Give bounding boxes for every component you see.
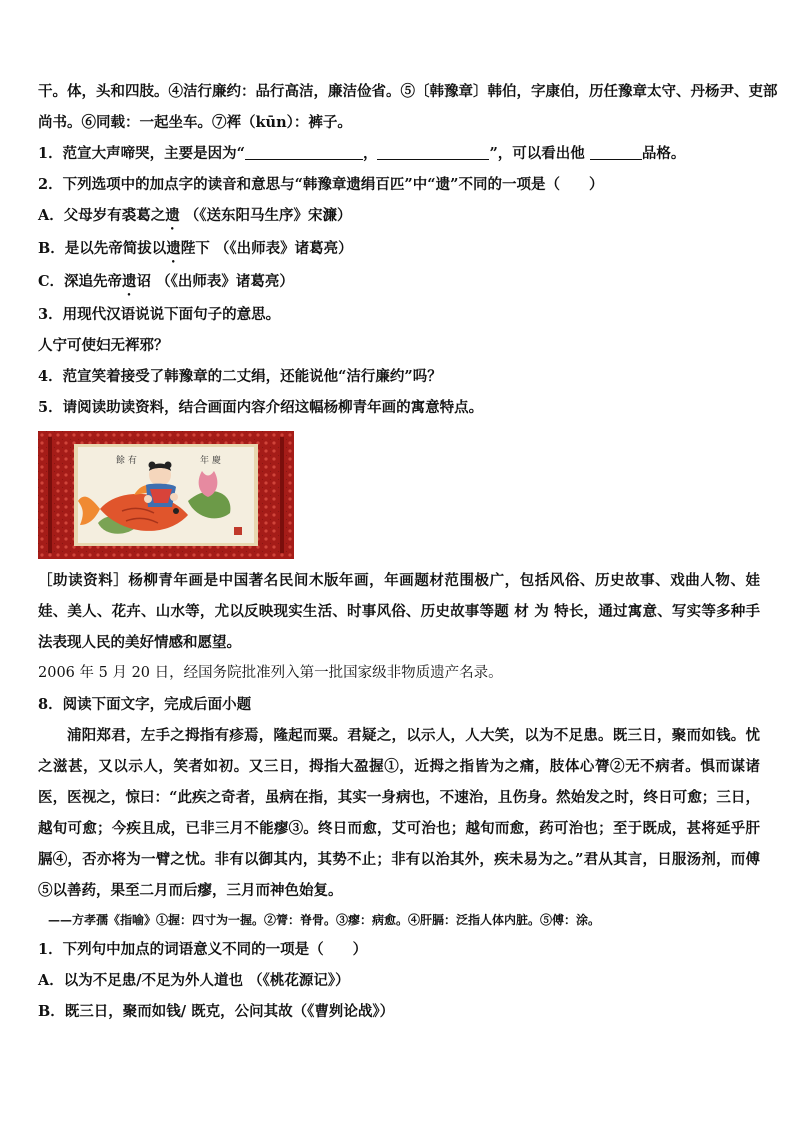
question-4: 4．范宣笑着接受了韩豫章的二丈绢，还能说他“洁行廉约”吗？: [38, 368, 442, 385]
q1-part-a: 1．范宣大声啼哭，主要是因为“: [38, 145, 245, 162]
dotted-char: 遗: [122, 273, 137, 290]
option-a[interactable]: [38, 200, 760, 233]
option-source: 诏 （《出师表》诸葛亮）: [136, 273, 294, 290]
question-8-1-stem: 1．下列句中加点的词语意义不同的一项是（ ）: [38, 941, 368, 958]
classical-passage: 浦阳郑君，左手之拇指有疹焉，隆起而粟。君疑之，以示人，人大笑，以为不足患。既三日，聚而如钱。忧之滋甚，又以示人，笑者如初。又三日，拇指大盈握①，近拇之指皆为之痛，肢体心膂②无不病者。惧而谋诸医，医视之，惊曰：“此疾之奇者，虽病在指，其实一身病也，不速治，且伤身。然始发之时，终日可愈；三日，越旬可愈；今疾且成，已非三月不能瘳③。终日而愈，艾可治也；越旬而愈，药可治也；至于既成，甚将延乎肝膈④，否亦将为一臂之忧。非有以御其内，其势不止；非有以治其外，疾未易为之。”君从其言，日服汤剂，而傅⑤以善药，果至二月而后瘳，三月而神色始复。: [38, 727, 760, 899]
option-a[interactable]: A．以为不足患/不足为外人道也 （《桃花源记》）: [38, 972, 350, 989]
carp-eye: [173, 508, 179, 514]
question-2-stem: 2．下列选项中的加点字的读音和意思与“韩豫章遗绢百匹”中“遗”不同的一项是（ ）: [38, 176, 604, 193]
seal-stamp: [234, 527, 242, 535]
option-text: A．父母岁有裘葛之: [38, 207, 166, 224]
option-text: C．深追先帝: [38, 273, 123, 290]
reading-aid: ［助读资料］杨柳青年画是中国著名民间木版年画，年画题材范围极广，包括风俗、历史故事、戏曲人物、娃娃、美人、花卉、山水等，尤以反映现实生活、时事风俗、历史故事等题 材 为 特长，通过寓意、写实等多种手法表现人民的美好情感和愿望。: [38, 572, 760, 651]
option-b[interactable]: [38, 233, 760, 266]
q1-part-c: ”，可以看出他: [489, 145, 585, 162]
answer-blank[interactable]: [590, 144, 642, 160]
answer-blank[interactable]: [245, 144, 363, 160]
answer-blank[interactable]: [377, 144, 489, 160]
annotation-line: 干。体，头和四肢。④洁行廉约：品行高洁，廉洁俭省。⑤〔韩豫章〕韩伯，字康伯，历任豫章太守、丹杨尹、吏部: [38, 83, 778, 100]
painting-svg: [38, 431, 294, 559]
question-1: [38, 138, 760, 169]
option-b[interactable]: B．既三日，聚而如钱/ 既克，公问其故（《曹刿论战》）: [38, 1003, 395, 1020]
option-text: B．是以先帝简拔以: [38, 240, 167, 257]
inscription-left: 餘 有: [116, 456, 137, 466]
option-source: （《送东阳马生序》宋濂）: [179, 207, 352, 224]
dotted-char: 遗: [165, 207, 180, 224]
inscription-right: 年 慶: [200, 456, 221, 466]
question-8-stem: 8．阅读下面文字，完成后面小题: [38, 696, 252, 713]
q1-part-d: 品格。: [641, 145, 686, 162]
question-3-sentence: 人宁可使妇无裈邪？: [38, 337, 169, 354]
new-year-painting-image: [38, 431, 294, 559]
question-3-stem: 3．用现代汉语说说下面句子的意思。: [38, 306, 281, 323]
question-5: 5．请阅读助读资料，结合画面内容介绍这幅杨柳青年画的寓意特点。: [38, 399, 484, 416]
annotation-line: 尚书。⑥同载：一起坐车。⑦裈（kūn）：裤子。: [38, 114, 352, 131]
date-line: 2006 年 5 月 20 日，经国务院批准列入第一批国家级非物质遗产名录。: [38, 665, 503, 681]
option-source: 陛下 （《出师表》诸葛亮）: [180, 240, 353, 257]
dotted-char: 遗: [166, 240, 181, 257]
passage-source-notes: ——方孝孺《指喻》①握：四寸为一握。②膂：脊骨。③瘳：病愈。④肝膈：泛指人体内脏。⑤傅：涂。: [48, 913, 601, 927]
exam-page: [38, 76, 778, 1027]
option-c[interactable]: [38, 266, 760, 299]
q1-part-b: ，: [362, 145, 378, 162]
